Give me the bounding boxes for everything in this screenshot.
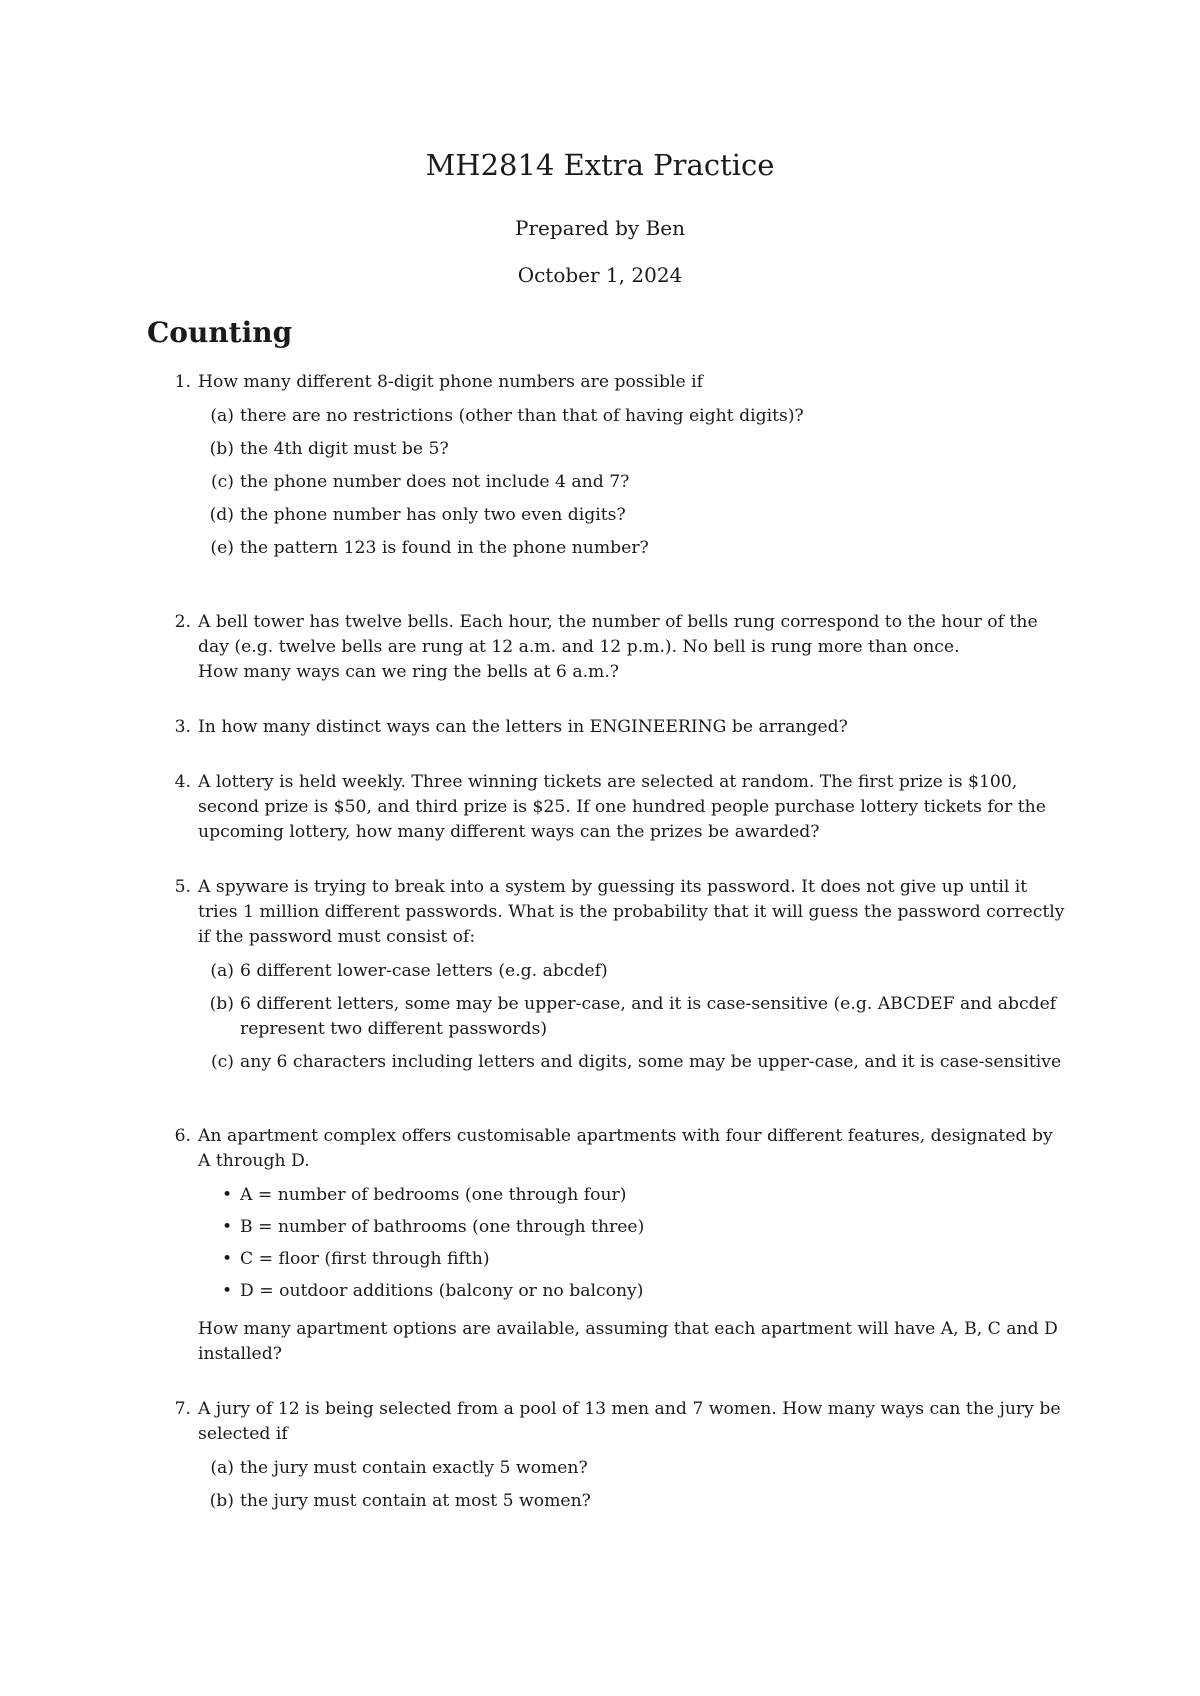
question-2 xyxy=(167,610,1067,685)
question-text: A spyware is trying to break into a system by guessing its password. It does not give up until it tries 1 million different passwords. What is the probability that it will guess the password correctly if the password must consist of: xyxy=(198,877,1065,947)
bullet-icon: • xyxy=(222,1249,233,1269)
question-list xyxy=(167,370,1067,1522)
subquestion xyxy=(198,404,1067,429)
document-date: October 1, 2024 xyxy=(517,263,683,287)
subquestion-text: 6 different lower-case letters (e.g. abcdef) xyxy=(240,961,608,981)
subquestion xyxy=(198,536,1067,561)
question-6 xyxy=(167,1124,1067,1367)
subquestion-text: the jury must contain at most 5 women? xyxy=(240,1491,591,1511)
subquestion-label: (b) xyxy=(209,1491,234,1511)
section-heading: Counting xyxy=(147,316,293,349)
subquestion-label: (e) xyxy=(210,538,234,558)
subquestion-text: the phone number does not include 4 and 7? xyxy=(240,472,630,492)
feature-item xyxy=(198,1247,1067,1272)
subquestion-label: (b) xyxy=(209,994,234,1014)
subquestion-label: (d) xyxy=(209,505,234,525)
feature-item xyxy=(198,1279,1067,1304)
subquestion-label: (c) xyxy=(210,472,234,492)
subquestion-label: (b) xyxy=(209,439,234,459)
feature-item xyxy=(198,1183,1067,1208)
subquestion-text: the pattern 123 is found in the phone number? xyxy=(240,538,649,558)
subquestion-text: the 4th digit must be 5? xyxy=(240,439,449,459)
question-text: In how many distinct ways can the letters in ENGINEERING be arranged? xyxy=(198,717,848,737)
question-text: A lottery is held weekly. Three winning tickets are selected at random. The first prize is $100, second prize is $50, and third prize is $25. If one hundred people purchase lottery tickets for the upcoming lottery, how many different ways can the prizes be awarded? xyxy=(198,772,1046,842)
question-text: A bell tower has twelve bells. Each hour, the number of bells rung correspond to the hour of the day (e.g. twelve bells are rung at 12 a.m. and 12 p.m.). No bell is rung more than once. xyxy=(198,612,1038,657)
bullet-icon: • xyxy=(222,1185,233,1205)
question-number: 2. xyxy=(174,612,191,632)
question-number: 3. xyxy=(174,717,191,737)
question-7 xyxy=(167,1397,1067,1514)
subquestion-text: 6 different letters, some may be upper-case, and it is case-sensitive (e.g. ABCDEF and abcdef represent two different passwords) xyxy=(240,994,1057,1039)
question-number: 1. xyxy=(174,372,191,392)
subquestion-list xyxy=(198,1456,1067,1514)
subquestion-text: any 6 characters including letters and digits, some may be upper-case, and it is case-sensitive xyxy=(240,1052,1062,1072)
bullet-icon: • xyxy=(222,1281,233,1301)
document-author: Prepared by Ben xyxy=(514,216,685,240)
document-title: MH2814 Extra Practice xyxy=(425,148,775,182)
subquestion-label: (a) xyxy=(210,961,234,981)
subquestion xyxy=(198,959,1067,984)
question-5 xyxy=(167,875,1067,1075)
feature-text: C = floor (first through fifth) xyxy=(240,1249,490,1269)
subquestion-text: the jury must contain exactly 5 women? xyxy=(240,1458,588,1478)
subquestion-label: (a) xyxy=(210,406,234,426)
subquestion xyxy=(198,1050,1067,1075)
subquestion-list xyxy=(198,404,1067,561)
subquestion xyxy=(198,1489,1067,1514)
subquestion-label: (c) xyxy=(210,1052,234,1072)
question-text: An apartment complex offers customisable apartments with four different features, designated by A through D. xyxy=(198,1126,1053,1171)
subquestion xyxy=(198,992,1067,1042)
question-number: 5. xyxy=(174,877,191,897)
bullet-icon: • xyxy=(222,1217,233,1237)
subquestion-list xyxy=(198,959,1067,1075)
subquestion xyxy=(198,437,1067,462)
feature-text: B = number of bathrooms (one through three) xyxy=(240,1217,645,1237)
feature-text: D = outdoor additions (balcony or no balcony) xyxy=(240,1281,644,1301)
subquestion xyxy=(198,1456,1067,1481)
feature-list xyxy=(198,1183,1067,1304)
question-followup: How many apartment options are available, assuming that each apartment will have A, B, C and D installed? xyxy=(198,1319,1058,1364)
feature-item xyxy=(198,1215,1067,1240)
subquestion-text: there are no restrictions (other than that of having eight digits)? xyxy=(240,406,804,426)
question-number: 7. xyxy=(174,1399,191,1419)
question-text: How many different 8-digit phone numbers are possible if xyxy=(198,372,703,392)
subquestion-label: (a) xyxy=(210,1458,234,1478)
feature-text: A = number of bedrooms (one through four) xyxy=(240,1185,627,1205)
question-1 xyxy=(167,370,1067,561)
question-4 xyxy=(167,770,1067,845)
question-number: 6. xyxy=(174,1126,191,1146)
question-text: A jury of 12 is being selected from a pool of 13 men and 7 women. How many ways can the jury be selected if xyxy=(198,1399,1061,1444)
subquestion-text: the phone number has only two even digits? xyxy=(240,505,626,525)
question-3 xyxy=(167,715,1067,740)
question-text-continued: How many ways can we ring the bells at 6 a.m.? xyxy=(198,662,620,682)
subquestion xyxy=(198,503,1067,528)
subquestion xyxy=(198,470,1067,495)
question-number: 4. xyxy=(174,772,191,792)
